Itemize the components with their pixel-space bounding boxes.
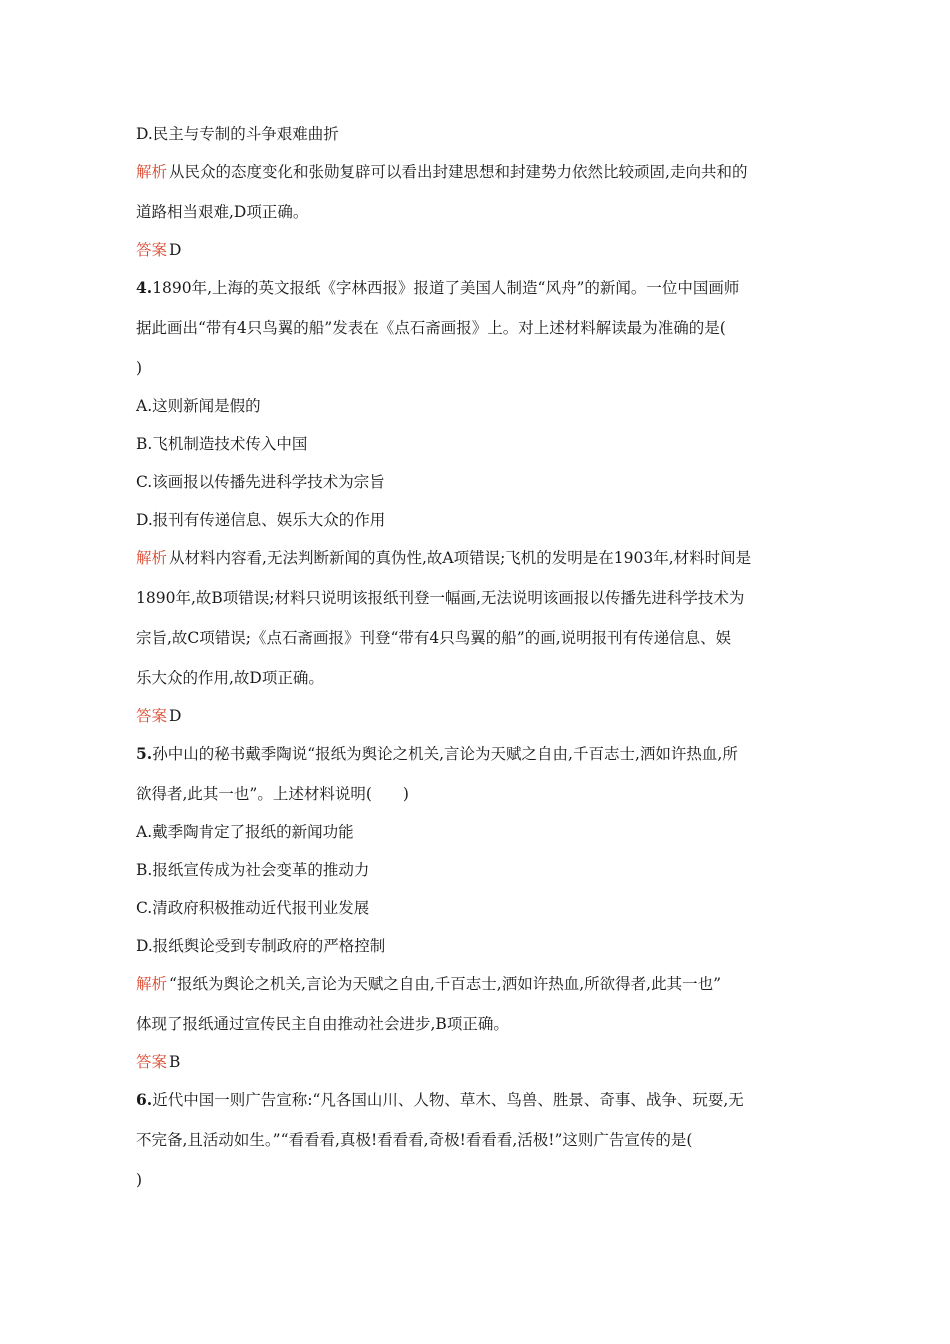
q3-analysis-label: 解析	[136, 163, 168, 181]
q4-stem-text-1: 1890年,上海的英文报纸《字林西报》报道了美国人制造“风舟”的新闻。一位中国画师	[152, 279, 740, 297]
q5-option-b: B.报纸宣传成为社会变革的推动力	[136, 861, 370, 879]
q5-analysis-label: 解析	[136, 975, 168, 993]
q5-answer-label: 答案	[136, 1053, 168, 1071]
q6-stem-text-1: 近代中国一则广告宣称:“凡各国山川、人物、草木、鸟兽、胜景、奇事、战争、玩耍,无	[152, 1091, 744, 1109]
q5-stem-line-1	[136, 744, 816, 764]
q5-stem-line-2: 欲得者,此其一也”。上述材料说明( )	[136, 785, 409, 803]
q5-analysis-line-1	[136, 974, 816, 994]
q4-stem-line-3: )	[136, 359, 143, 377]
q4-answer	[136, 706, 816, 726]
q3-analysis-text-1: 从民众的态度变化和张勋复辟可以看出封建思想和封建势力依然比较顽固,走向共和的	[169, 163, 748, 181]
q6-number: 6.	[136, 1090, 153, 1109]
q4-option-a: A.这则新闻是假的	[136, 397, 261, 415]
q5-analysis-line-2: 体现了报纸通过宣传民主自由推动社会进步,B项正确。	[136, 1015, 509, 1033]
q5-option-d: D.报纸舆论受到专制政府的严格控制	[136, 937, 386, 955]
q6-stem-line-2: 不完备,且活动如生。”“看看看,真极!看看看,奇极!看看看,活极!”这则广告宣传的是(	[136, 1131, 693, 1149]
q5-number: 5.	[136, 744, 153, 763]
q4-option-c: C.该画报以传播先进科学技术为宗旨	[136, 473, 385, 491]
q4-answer-label: 答案	[136, 707, 168, 725]
q4-stem-line-1	[136, 278, 816, 298]
q3-analysis-line-2: 道路相当艰难,D项正确。	[136, 203, 309, 221]
q4-analysis-line-3: 宗旨,故C项错误;《点石斋画报》刊登“带有4只鸟翼的船”的画,说明报刊有传递信息、娱	[136, 629, 732, 647]
q4-analysis-text-1: 从材料内容看,无法判断新闻的真伪性,故A项错误;飞机的发明是在1903年,材料时间是	[169, 549, 752, 567]
q5-option-c: C.清政府积极推动近代报刊业发展	[136, 899, 370, 917]
q4-answer-value: D	[169, 707, 182, 725]
q4-analysis-line-1	[136, 548, 816, 568]
q6-stem-line-3: )	[136, 1171, 143, 1189]
q4-stem-line-2: 据此画出“带有4只鸟翼的船”发表在《点石斋画报》上。对上述材料解读最为准确的是(	[136, 319, 726, 337]
q5-answer	[136, 1052, 816, 1072]
q5-option-a: A.戴季陶肯定了报纸的新闻功能	[136, 823, 354, 841]
q3-option-d: D.民主与专制的斗争艰难曲折	[136, 125, 339, 143]
q3-answer-label: 答案	[136, 241, 168, 259]
q6-stem-line-1	[136, 1090, 816, 1110]
document-page	[136, 124, 816, 1190]
q3-answer	[136, 240, 816, 260]
q4-option-d: D.报刊有传递信息、娱乐大众的作用	[136, 511, 386, 529]
q5-answer-value: B	[169, 1053, 181, 1071]
q4-analysis-label: 解析	[136, 549, 168, 567]
q4-number: 4.	[136, 278, 153, 297]
q4-option-b: B.飞机制造技术传入中国	[136, 435, 308, 453]
q5-stem-text-1: 孙中山的秘书戴季陶说“报纸为舆论之机关,言论为天赋之自由,千百志士,洒如许热血,所	[152, 745, 738, 763]
q4-analysis-line-2: 1890年,故B项错误;材料只说明该报纸刊登一幅画,无法说明该画报以传播先进科学技术为	[136, 589, 745, 607]
q4-analysis-line-4: 乐大众的作用,故D项正确。	[136, 669, 324, 687]
q5-analysis-text-1: “报纸为舆论之机关,言论为天赋之自由,千百志士,洒如许热血,所欲得者,此其一也”	[169, 975, 722, 993]
q3-analysis-line-1	[136, 162, 816, 182]
q3-answer-value: D	[169, 241, 182, 259]
